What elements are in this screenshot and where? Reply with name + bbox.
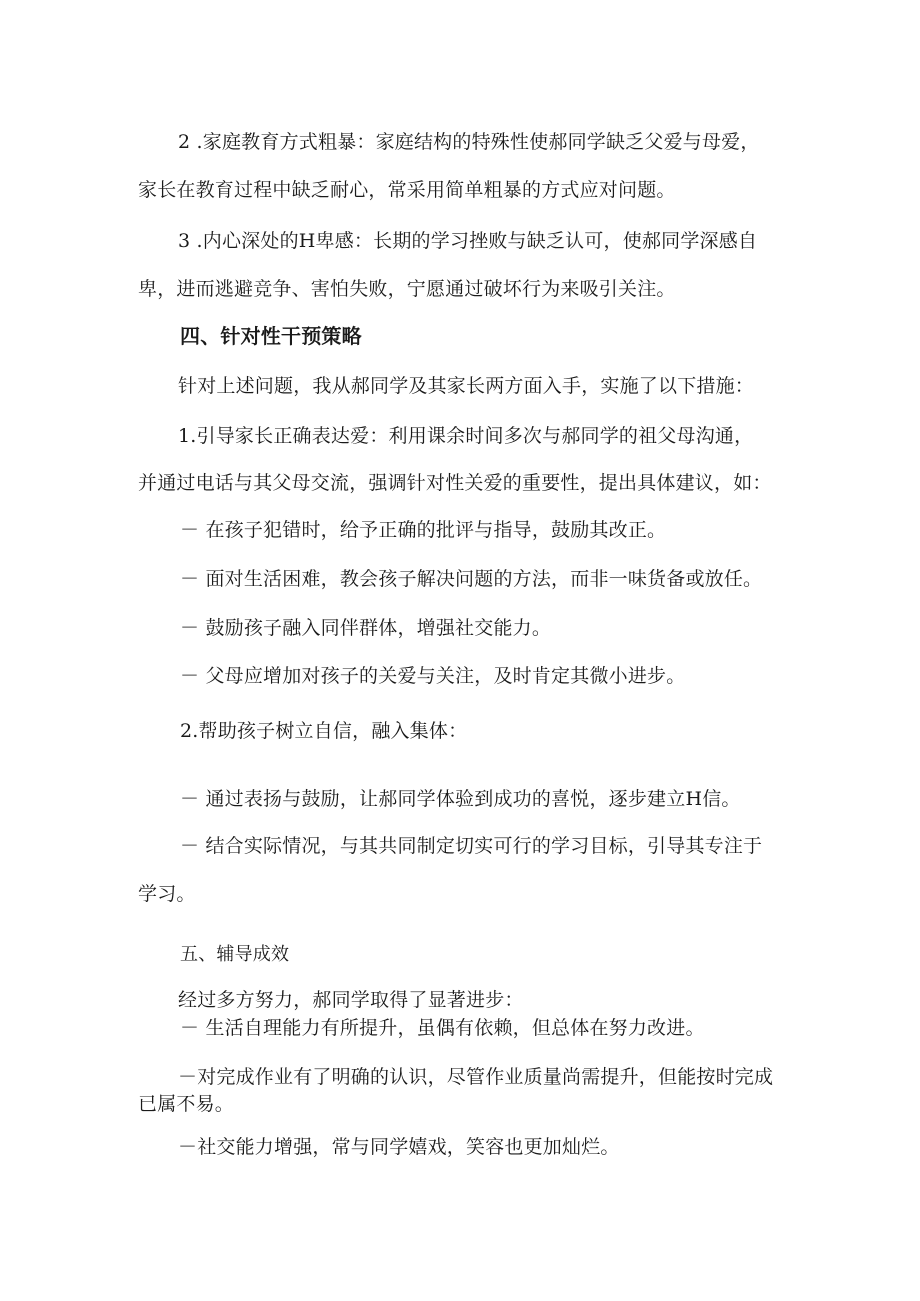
result-item-2-line2: 已属不易。 (138, 1093, 235, 1115)
result-item-3: －社交能力增强，常与同学嬉戏，笑容也更加灿烂。 (178, 1136, 620, 1158)
item3-line2: 卑，进而逃避竞争、害怕失败，宁愿通过破坏行为来吸引关注。 (138, 278, 676, 300)
section4-intro: 针对上述问题，我从郝同学及其家长两方面入手，实施了以下措施： (178, 375, 755, 397)
measure2-item2-line2: 学习。 (138, 883, 196, 905)
measure2-item1: － 通过表扬与鼓励，让郝同学体验到成功的喜悦，逐步建立H信。 (180, 788, 741, 810)
item3-line1: 3 .内心深处的H卑感：长期的学习挫败与缺乏认可，使郝同学深感自 (178, 230, 758, 252)
section5-intro: 经过多方努力，郝同学取得了显著进步： (178, 989, 524, 1011)
section4-heading: 四、针对性干预策略 (180, 324, 362, 348)
section5-heading: 五、辅导成效 (180, 944, 290, 965)
result-item-2-line1: －对完成作业有了明确的认识，尽管作业质量尚需提升，但能按时完成 (178, 1066, 774, 1088)
suggestion-item: － 在孩子犯错时，给予正确的批评与指导，鼓励其改正。 (180, 519, 667, 541)
suggestion-item: － 鼓励孩子融入同伴群体，增强社交能力。 (180, 617, 552, 639)
item2-line2: 家长在教育过程中缺乏耐心，常采用简单粗暴的方式应对问题。 (138, 179, 676, 201)
result-item-1: － 生活自理能力有所提升，虽偶有依赖，但总体在努力改进。 (180, 1017, 705, 1039)
item2-line1: 2 .家庭教育方式粗暴：家庭结构的特殊性使郝同学缺乏父爱与母爱， (178, 131, 760, 153)
measure2-item2-line1: － 结合实际情况，与其共同制定切实可行的学习目标，引导其专注于 (180, 835, 763, 857)
suggestion-item: － 父母应增加对孩子的关爱与关注，及时肯定其微小进步。 (180, 665, 686, 687)
measure1-line2: 并通过电话与其父母交流，强调针对性关爱的重要性，提出具体建议，如： (138, 472, 772, 494)
measure1-line1: 1.引导家长正确表达爱：利用课余时间多次与郝同学的祖父母沟通， (178, 425, 754, 447)
suggestion-item: － 面对生活困难，教会孩子解决问题的方法，而非一味货备或放任。 (180, 568, 763, 590)
measure2-title: 2.帮助孩子树立自信，融入集体： (180, 720, 468, 742)
